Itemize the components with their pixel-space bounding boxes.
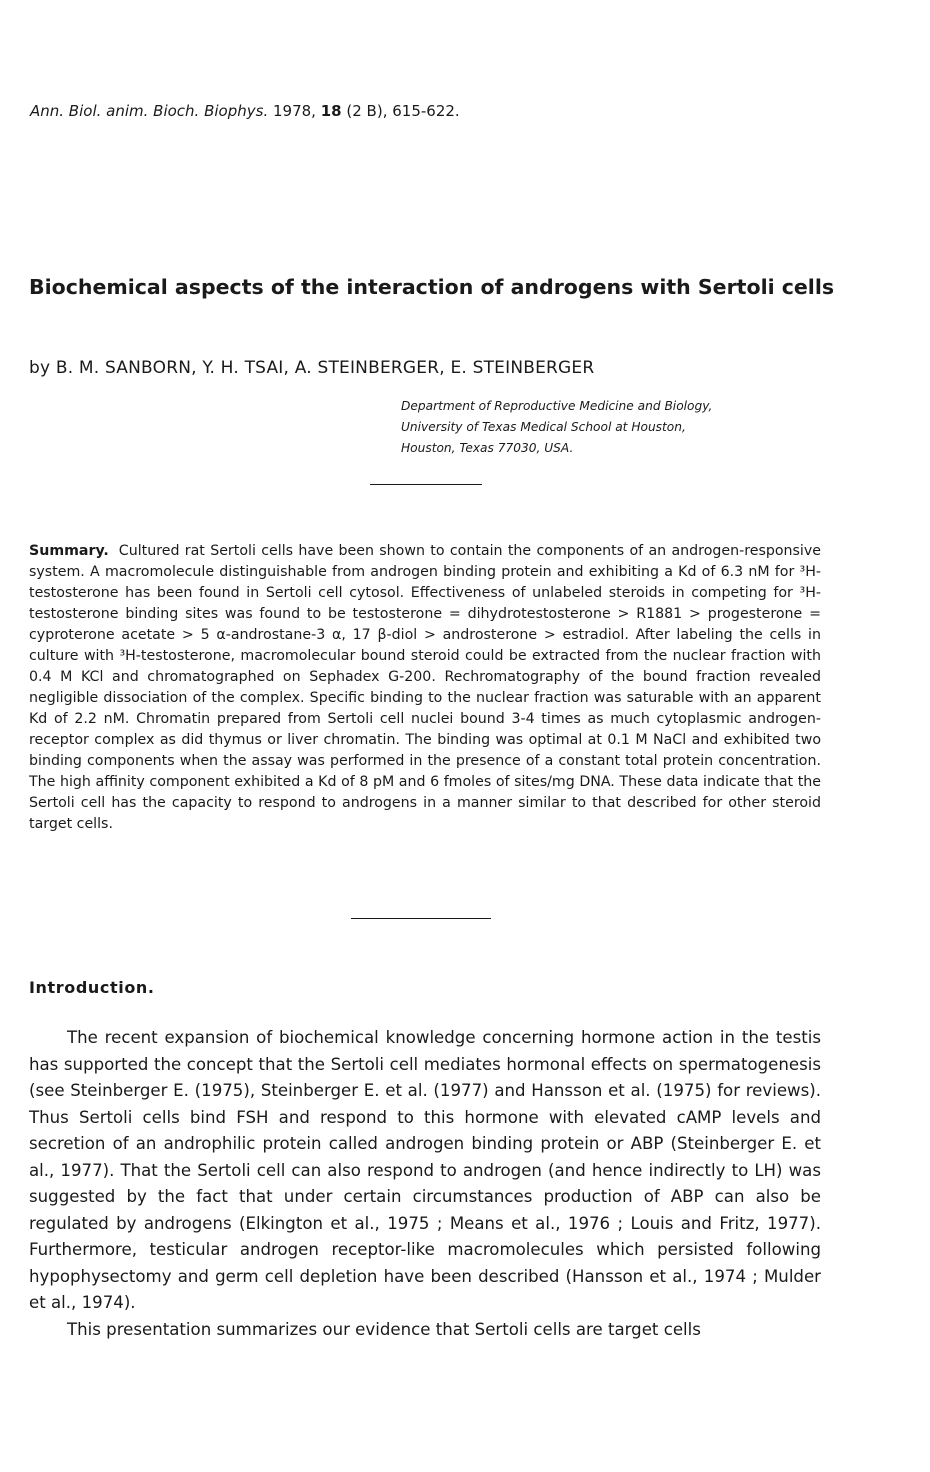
author-affiliation <box>401 396 712 459</box>
journal-reference <box>30 102 460 120</box>
section-divider <box>370 484 482 485</box>
journal-year: 1978, <box>273 102 316 120</box>
affiliation-line: University of Texas Medical School at Houston, <box>401 420 686 434</box>
journal-name: Ann. Biol. anim. Bioch. Biophys. <box>30 102 269 120</box>
body-paragraph: The recent expansion of biochemical knowledge concerning hormone action in the testis has supported the concept that the Sertoli cell mediates hormonal effects on spermatogenesis (see Steinberger E. (1975), Steinberger E. et al. (1977) and Hansson et al. (1975) for reviews). Thus Sertoli cells bind FSH and respond to this hormone with elevated cAMP levels and secretion of an androphilic protein called androgen binding protein or ABP (Steinberger E. et al., 1977). That the Sertoli cell can also respond to androgen (and hence indirectly to LH) was suggested by the fact that under certain circumstances production of ABP can also be regulated by androgens (Elkington et al., 1975 ; Means et al., 1976 ; Louis and Fritz, 1977). Furthermore, testicular androgen receptor-like macromolecules which persisted following hypophysectomy and germ cell depletion have been described (Hansson et al., 1974 ; Mulder et al., 1974). <box>29 1028 821 1312</box>
section-divider <box>351 918 491 919</box>
section-heading-introduction: Introduction. <box>29 978 155 997</box>
journal-issue-pages: (2 B), 615-622. <box>346 102 460 120</box>
journal-volume: 18 <box>320 102 342 120</box>
introduction-body <box>29 1025 821 1343</box>
summary-label: Summary. <box>29 543 109 559</box>
affiliation-line: Houston, Texas 77030, USA. <box>401 441 574 455</box>
summary-block <box>29 541 821 835</box>
body-paragraph: This presentation summarizes our evidence that Sertoli cells are target cells <box>67 1319 701 1339</box>
affiliation-line: Department of Reproductive Medicine and Biology, <box>401 399 713 413</box>
article-authors: by B. M. SANBORN, Y. H. TSAI, A. STEINBERGER, E. STEINBERGER <box>29 358 595 378</box>
summary-text: Cultured rat Sertoli cells have been shown to contain the components of an androgen-responsive system. A macromolecule distinguishable from androgen binding protein and exhibiting a Kd of 6.3 nM for ³H-testosterone has been found in Sertoli cell cytosol. Effectiveness of unlabeled steroids in competing for ³H-testosterone binding sites was found to be testosterone = dihydrotestosterone > R1881 > progesterone = cyproterone acetate > 5 α-androstane-3 α, 17 β-diol > androsterone > estradiol. After labeling the cells in culture with ³H-testosterone, macromolecular bound steroid could be extracted from the nuclear fraction with 0.4 M KCl and chromatographed on Sephadex G-200. Rechromatography of the bound fraction revealed negligible dissociation of the complex. Specific binding to the nuclear fraction was saturable with an apparent Kd of 2.2 nM. Chromatin prepared from Sertoli cell nuclei bound 3-4 times as much cytoplasmic androgen-receptor complex as did thymus or liver chromatin. The binding was optimal at 0.1 M NaCl and exhibited two binding components when the assay was performed in the presence of a constant total protein concentration. The high affinity component exhibited a Kd of 8 pM and 6 fmoles of sites/mg DNA. These data indicate that the Sertoli cell has the capacity to respond to androgens in a manner similar to that described for other steroid target cells. <box>29 543 821 832</box>
article-title: Biochemical aspects of the interaction of androgens with Sertoli cells <box>29 275 835 299</box>
